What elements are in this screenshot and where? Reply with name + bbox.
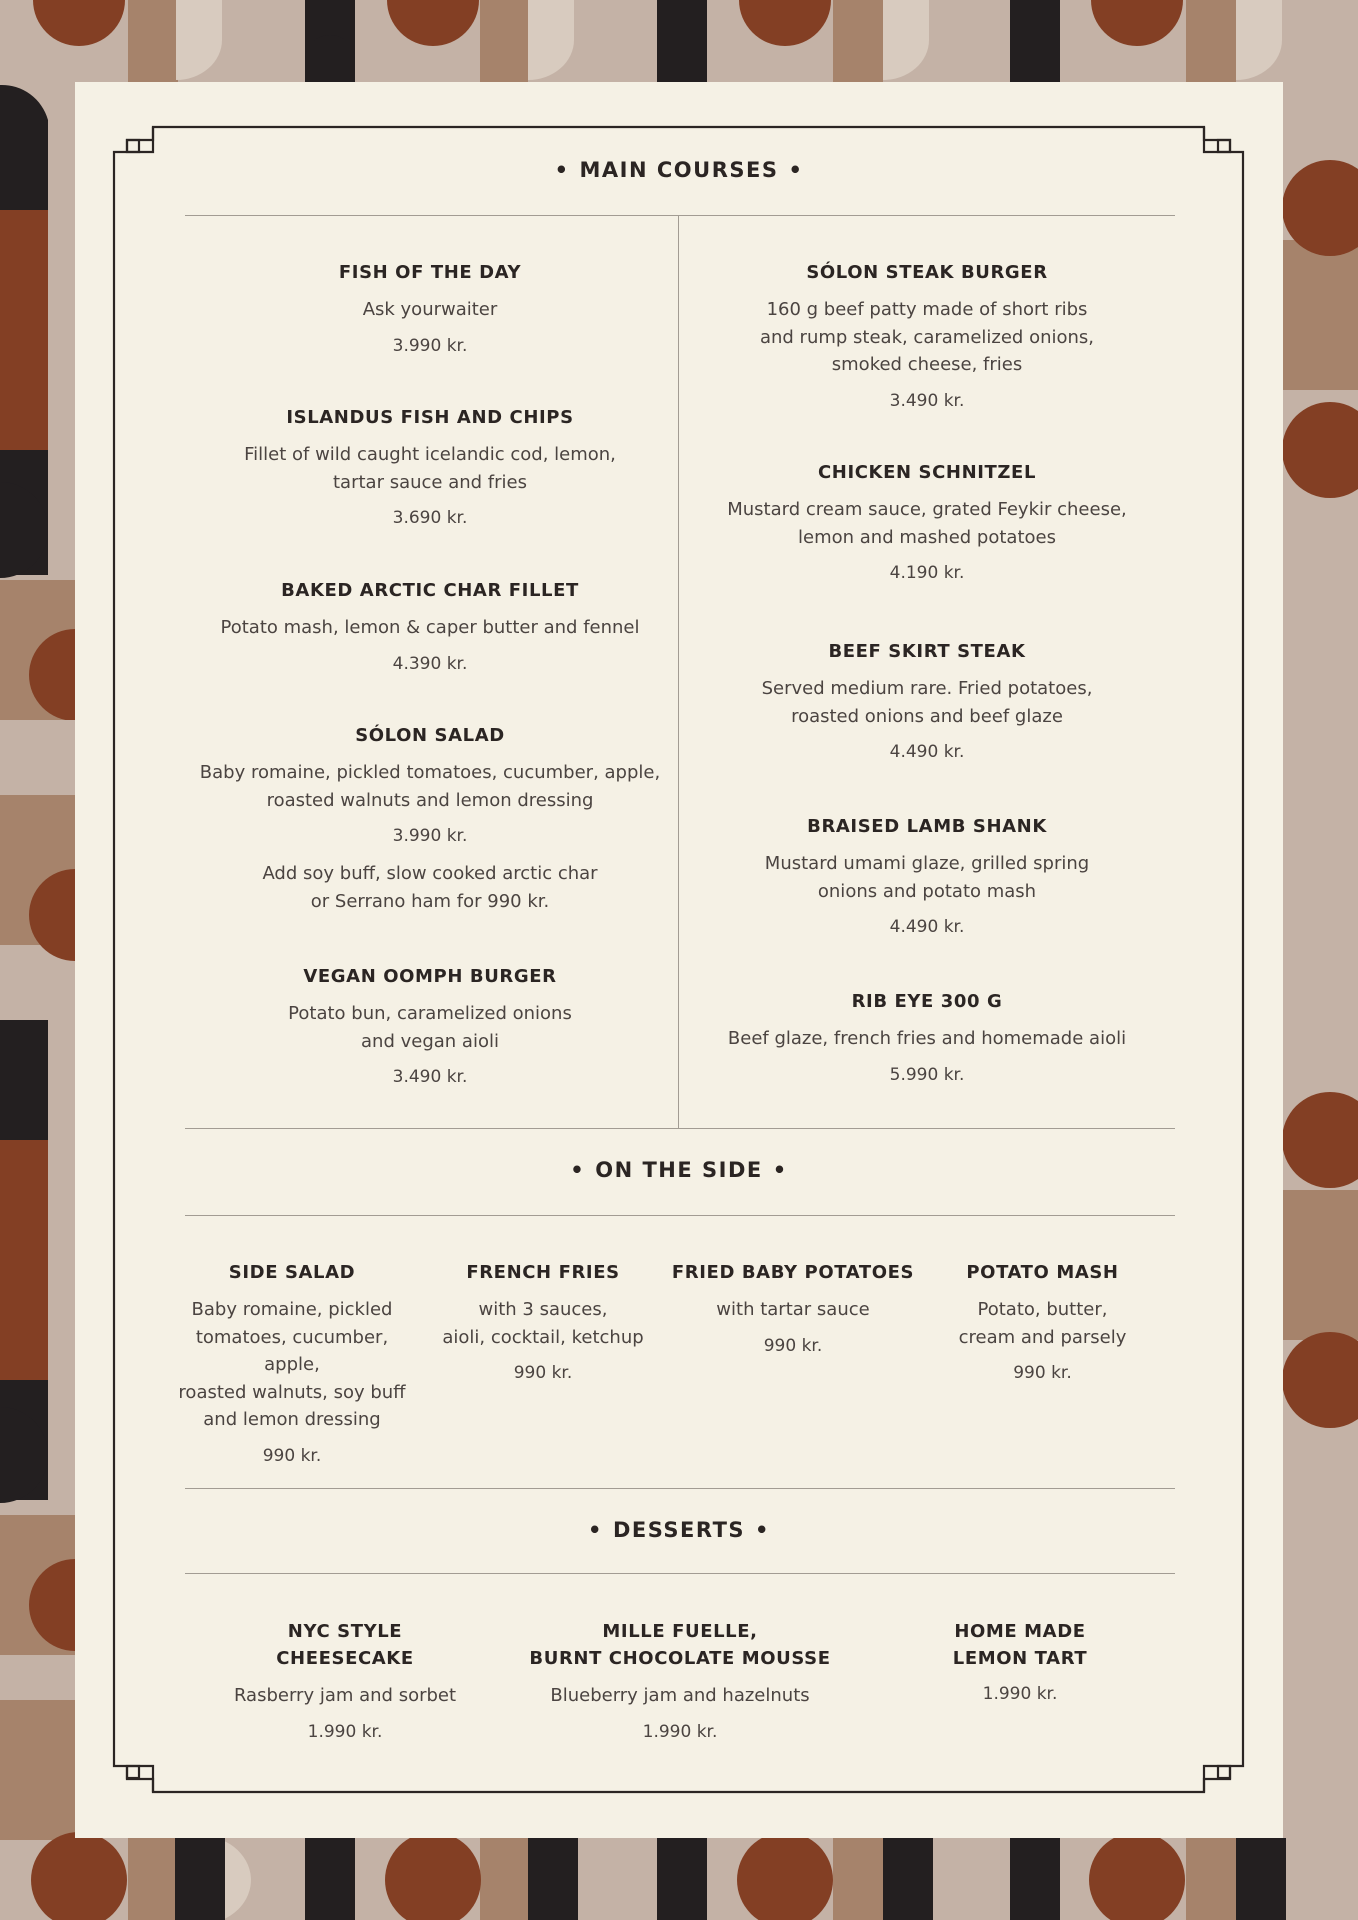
title-dot: • — [570, 1158, 586, 1182]
divider — [185, 1488, 1175, 1489]
title-dot: • — [788, 158, 804, 182]
menu-paper — [75, 82, 1283, 1838]
item-price: 990 kr. — [1013, 1363, 1072, 1383]
item-name: FRENCH FRIES — [466, 1262, 620, 1283]
item-description: Served medium rare. Fried potatoes, roasted onions and beef glaze — [761, 678, 1093, 727]
item-name: NYC STYLE CHEESECAKE — [276, 1621, 414, 1669]
menu-item — [423, 1259, 663, 1385]
item-price: 990 kr. — [262, 1445, 322, 1466]
title-dot: • — [554, 158, 570, 182]
item-price: 1.990 kr. — [982, 1684, 1058, 1704]
divider — [185, 215, 1175, 216]
item-description: Ask yourwaiter — [362, 299, 498, 320]
divider — [185, 1215, 1175, 1216]
divider — [185, 1573, 1175, 1574]
item-price: 4.390 kr. — [392, 653, 468, 674]
item-name: BEEF SKIRT STEAK — [828, 641, 1026, 662]
menu-item — [185, 259, 675, 358]
item-name: BRAISED LAMB SHANK — [807, 816, 1047, 837]
item-name: FRIED BABY POTATOES — [671, 1262, 915, 1283]
column-divider — [678, 215, 679, 1128]
item-price: 1.990 kr. — [307, 1721, 383, 1742]
item-name: SIDE SALAD — [228, 1262, 356, 1283]
desserts-title — [75, 1518, 1283, 1542]
desserts-title-text: DESSERTS — [612, 1518, 746, 1542]
item-name: SÓLON SALAD — [355, 725, 505, 746]
item-description: Rasberry jam and sorbet — [233, 1685, 457, 1706]
title-dot: • — [772, 1158, 788, 1182]
item-price: 3.990 kr. — [392, 335, 468, 356]
item-name: CHICKEN SCHNITZEL — [817, 462, 1037, 483]
menu-item — [185, 722, 675, 915]
item-name: POTATO MASH — [966, 1262, 1119, 1283]
item-price: 3.490 kr. — [889, 390, 965, 411]
on-the-side-title-text: ON THE SIDE — [595, 1158, 763, 1182]
item-price: 1.990 kr. — [642, 1721, 718, 1742]
item-description: Potato bun, caramelized onions and vegan aioli — [288, 1003, 572, 1052]
item-name: FISH OF THE DAY — [338, 262, 522, 283]
menu-item — [681, 259, 1173, 413]
menu-item — [177, 1259, 407, 1468]
menu-item — [515, 1618, 845, 1744]
menu-item — [681, 813, 1173, 939]
item-description: Beef glaze, french fries and homemade aioli — [727, 1028, 1127, 1049]
item-description: Fillet of wild caught icelandic cod, lemon, tartar sauce and fries — [244, 444, 616, 493]
menu-item — [185, 963, 675, 1089]
item-name: ISLANDUS FISH AND CHIPS — [286, 407, 574, 428]
item-description: 160 g beef patty made of short ribs and rump steak, caramelized onions, smoked cheese, fries — [759, 299, 1095, 375]
item-description: Baby romaine, pickled tomatoes, cucumber, apple, roasted walnuts and lemon dressing — [199, 762, 661, 811]
item-description: with 3 sauces, aioli, cocktail, ketchup — [442, 1299, 644, 1348]
item-description: Blueberry jam and hazelnuts — [550, 1685, 810, 1706]
item-description: Mustard umami glaze, grilled spring onions and potato mash — [764, 853, 1090, 902]
item-name: SÓLON STEAK BURGER — [806, 262, 1048, 283]
item-price: 990 kr. — [763, 1335, 823, 1356]
item-price: 3.990 kr. — [392, 826, 468, 846]
item-name: HOME MADE LEMON TART — [952, 1621, 1088, 1669]
item-price: 990 kr. — [513, 1363, 573, 1383]
divider — [185, 1128, 1175, 1129]
menu-item — [185, 577, 675, 676]
item-price: 3.490 kr. — [392, 1067, 468, 1087]
on-the-side-title — [75, 1158, 1283, 1182]
item-description: Baby romaine, pickled tomatoes, cucumber, apple, roasted walnuts, soy buff and lemon dressing — [178, 1299, 406, 1430]
item-price: 4.490 kr. — [889, 917, 965, 937]
menu-item — [681, 988, 1173, 1087]
item-description: Mustard cream sauce, grated Feykir cheese, lemon and mashed potatoes — [727, 499, 1127, 548]
item-name: VEGAN OOMPH BURGER — [303, 966, 557, 987]
main-courses-title-text: MAIN COURSES — [579, 158, 779, 182]
menu-item — [925, 1259, 1160, 1385]
item-price: 5.990 kr. — [889, 1064, 965, 1085]
menu-item — [681, 638, 1173, 764]
item-name: MILLE FUELLE, BURNT CHOCOLATE MOUSSE — [529, 1621, 831, 1669]
main-courses-title — [75, 158, 1283, 182]
item-description: Potato mash, lemon & caper butter and fennel — [220, 617, 640, 638]
menu-item — [668, 1259, 918, 1358]
item-note: Add soy buff, slow cooked arctic char or Serrano ham for 990 kr. — [262, 863, 598, 912]
item-name: RIB EYE 300 G — [851, 991, 1003, 1012]
menu-item — [681, 459, 1173, 585]
item-price: 4.490 kr. — [889, 742, 965, 762]
item-price: 3.690 kr. — [392, 508, 468, 528]
item-name: BAKED ARCTIC CHAR FILLET — [281, 580, 579, 601]
title-dot: • — [588, 1518, 603, 1542]
menu-item — [205, 1618, 485, 1744]
menu-item — [895, 1618, 1145, 1706]
item-description: with tartar sauce — [716, 1299, 870, 1320]
item-price: 4.190 kr. — [889, 563, 965, 583]
item-description: Potato, butter, cream and parsely — [958, 1299, 1127, 1348]
title-dot: • — [755, 1518, 770, 1542]
menu-item — [185, 404, 675, 530]
